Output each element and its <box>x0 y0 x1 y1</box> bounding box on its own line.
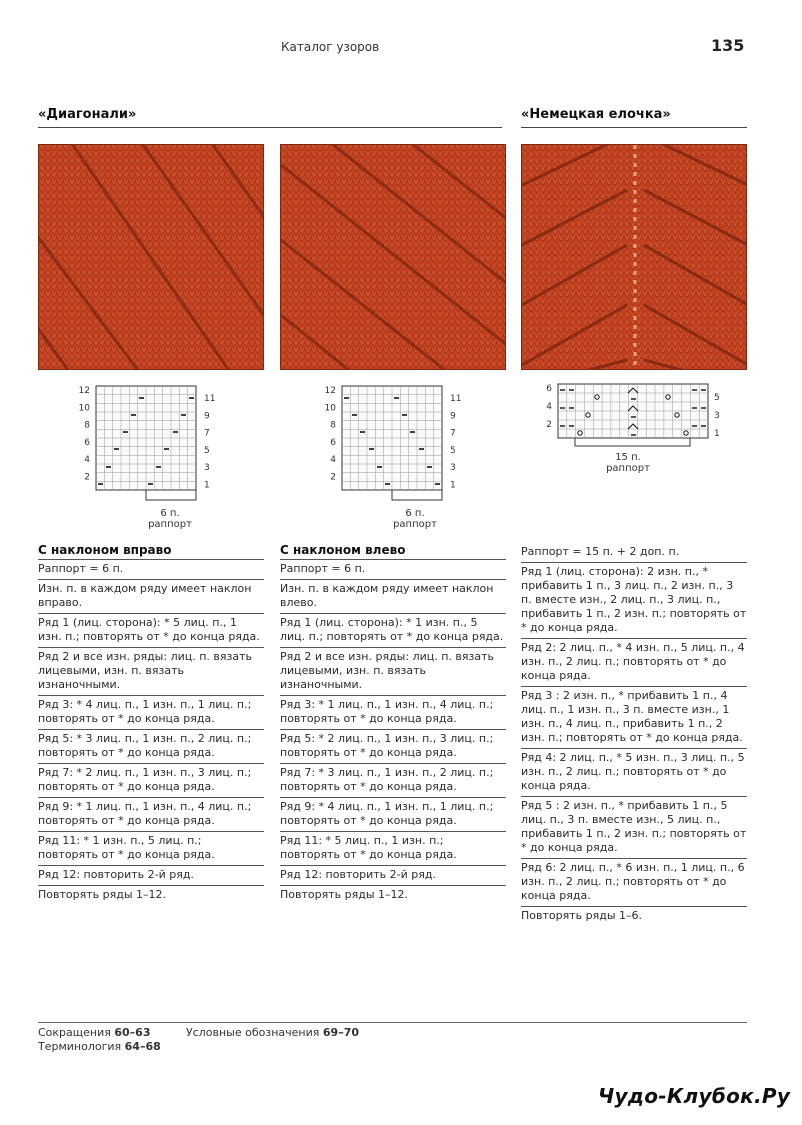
chart2-row-label: 12 <box>324 386 336 396</box>
col2-row: Ряд 7: * 3 лиц. п., 1 изн. п., 2 лиц. п.; повторять от * до конца ряда. <box>280 764 506 798</box>
section-title-herringbone: «Немецкая елочка» <box>521 107 671 122</box>
running-header: Каталог узоров <box>281 40 380 54</box>
chart1-repeat-count: 6 п. <box>160 508 180 519</box>
chart1-repeat-label: раппорт <box>148 519 192 530</box>
instructions-left-slant <box>280 543 506 905</box>
chart3-row-label: 1 <box>714 429 720 439</box>
chart-herringbone <box>538 380 738 450</box>
col3-row: Ряд 5 : 2 изн. п., * прибавить 1 п., 5 лиц. п., 3 п. вместе изн., 5 лиц. п., прибавить 1 п., 2 изн. п.; повторять от * до конца ряда. <box>521 797 747 859</box>
col3-row: Ряд 3 : 2 изн. п., * прибавить 1 п., 4 лиц. п., 1 изн. п., 3 п. вместе изн., 1 изн. п., 4 лиц. п., прибавить 1 п., 2 изн. п.; повторять от * до конца ряда. <box>521 687 747 749</box>
swatch-herringbone <box>521 144 747 370</box>
footer-abbr-pages: 60–63 <box>114 1026 151 1039</box>
col3-row: Раппорт = 15 п. + 2 доп. п. <box>521 543 747 563</box>
chart1-row-label: 2 <box>84 472 90 483</box>
footer-abbr[interactable] <box>38 1026 161 1040</box>
chart3-row-label: 3 <box>714 411 720 421</box>
chart2-row-label: 2 <box>330 472 336 483</box>
chart1-row-label: 5 <box>204 445 210 456</box>
footer-term-pages: 64–68 <box>124 1040 161 1053</box>
col2-row: Раппорт = 6 п. <box>280 559 506 580</box>
footer-abbr-label: Сокращения <box>38 1026 111 1039</box>
footer-sym-pages: 69–70 <box>322 1026 360 1039</box>
footer-refs-left <box>38 1026 161 1054</box>
chart2-row-label: 6 <box>330 437 336 448</box>
col2-row: Ряд 12: повторить 2-й ряд. <box>280 866 506 886</box>
chart1-row-label: 4 <box>84 455 90 466</box>
col1-row: Ряд 3: * 4 лиц. п., 1 изн. п., 1 лиц. п.; повторять от * до конца ряда. <box>38 696 264 730</box>
footer-rule <box>38 1022 747 1023</box>
col2-row: Ряд 3: * 1 лиц. п., 1 изн. п., 4 лиц. п.; повторять от * до конца ряда. <box>280 696 506 730</box>
watermark: Чудо-Клубок.Ру <box>598 1084 791 1108</box>
footer-term[interactable] <box>38 1040 161 1054</box>
chart1-row-label: 1 <box>204 480 210 491</box>
chart3-repeat-label: раппорт <box>606 463 650 474</box>
col2-row: Изн. п. в каждом ряду имеет наклон влево. <box>280 580 506 614</box>
col1-row: Изн. п. в каждом ряду имеет наклон вправо. <box>38 580 264 614</box>
col2-subtitle: С наклоном влево <box>280 543 406 557</box>
chart1-row-label: 8 <box>84 420 90 431</box>
chart1-row-label: 12 <box>78 386 90 396</box>
chart3-row-label: 6 <box>546 384 552 394</box>
col3-row: Ряд 6: 2 лиц. п., * 6 изн. п., 1 лиц. п., 6 изн. п., 2 лиц. п.; повторять от * до конца ряда. <box>521 859 747 907</box>
chart2-row-label: 8 <box>330 420 336 431</box>
chart2-row-label: 3 <box>450 463 456 474</box>
chart3-repeat-count: 15 п. <box>615 452 641 463</box>
col3-row: Ряд 2: 2 лиц. п., * 4 изн. п., 5 лиц. п., 4 изн. п., 2 лиц. п.; повторять от * до конца ряда. <box>521 639 747 687</box>
chart1-repeat <box>140 508 200 530</box>
chart2-row-label: 10 <box>324 403 336 414</box>
chart3-repeat <box>598 452 658 474</box>
chart1-row-label: 9 <box>204 411 210 422</box>
chart2-repeat-label: раппорт <box>393 519 437 530</box>
swatch-left-slant <box>280 144 506 370</box>
col2-row: Ряд 5: * 2 лиц. п., 1 изн. п., 3 лиц. п.; повторять от * до конца ряда. <box>280 730 506 764</box>
col2-row: Повторять ряды 1–12. <box>280 888 408 901</box>
col1-row: Повторять ряды 1–12. <box>38 888 166 901</box>
footer-symbols[interactable] <box>186 1026 359 1040</box>
col1-row: Ряд 5: * 3 лиц. п., 1 изн. п., 2 лиц. п.; повторять от * до конца ряда. <box>38 730 264 764</box>
col1-row: Раппорт = 6 п. <box>38 559 264 580</box>
section-title-diagonals: «Диагонали» <box>38 107 137 122</box>
chart3-row-label: 5 <box>714 393 720 403</box>
chart2-row-label: 9 <box>450 411 456 422</box>
col2-row: Ряд 11: * 5 лиц. п., 1 изн. п.; повторять от * до конца ряда. <box>280 832 506 866</box>
chart2-row-label: 1 <box>450 480 456 491</box>
chart3-row-label: 2 <box>546 420 552 430</box>
chart1-row-label: 7 <box>204 428 210 439</box>
chart3-row-label: 4 <box>546 402 552 412</box>
chart1-row-label: 6 <box>84 437 90 448</box>
col3-row: Ряд 1 (лиц. сторона): 2 изн. п., * прибавить 1 п., 3 лиц. п., 2 изн. п., 3 п. вместе изн., 2 лиц. п., 3 лиц. п., прибавить 1 п., 2 изн. п.; повторять от * до конца ряда. <box>521 563 747 639</box>
section-rule-right <box>521 127 747 128</box>
instructions-right-slant <box>38 543 264 905</box>
col3-row: Повторять ряды 1–6. <box>521 909 642 922</box>
instructions-herringbone <box>521 543 747 926</box>
swatch-right-slant <box>38 144 264 370</box>
col1-row: Ряд 7: * 2 лиц. п., 1 изн. п., 3 лиц. п.; повторять от * до конца ряда. <box>38 764 264 798</box>
chart2-row-label: 7 <box>450 428 456 439</box>
chart2-repeat-count: 6 п. <box>405 508 425 519</box>
col1-row: Ряд 12: повторить 2-й ряд. <box>38 866 264 886</box>
chart2-repeat <box>385 508 445 530</box>
col3-row: Ряд 4: 2 лиц. п., * 5 изн. п., 3 лиц. п., 5 изн. п., 2 лиц. п.; повторять от * до конца ряда. <box>521 749 747 797</box>
chart1-row-label: 10 <box>78 403 90 414</box>
col1-row: Ряд 11: * 1 изн. п., 5 лиц. п.; повторять от * до конца ряда. <box>38 832 264 866</box>
col2-row: Ряд 9: * 4 лиц. п., 1 изн. п., 1 лиц. п.; повторять от * до конца ряда. <box>280 798 506 832</box>
col1-row: Ряд 1 (лиц. сторона): * 5 лиц. п., 1 изн. п.; повторять от * до конца ряда. <box>38 614 264 648</box>
col1-row: Ряд 2 и все изн. ряды: лиц. п. вязать лицевыми, изн. п. вязать изнаночными. <box>38 648 264 696</box>
col1-row: Ряд 9: * 1 лиц. п., 1 изн. п., 4 лиц. п.; повторять от * до конца ряда. <box>38 798 264 832</box>
footer-term-label: Терминология <box>38 1040 122 1053</box>
chart2-row-label: 4 <box>330 455 336 466</box>
col2-row: Ряд 2 и все изн. ряды: лиц. п. вязать лицевыми, изн. п. вязать изнаночными. <box>280 648 506 696</box>
chart1-row-label: 3 <box>204 463 210 474</box>
chart2-row-label: 11 <box>450 394 462 404</box>
section-rule-left <box>38 127 502 128</box>
footer-sym-label: Условные обозначения <box>186 1026 320 1039</box>
chart2-row-label: 5 <box>450 445 456 456</box>
page-number: 135 <box>711 36 745 55</box>
col1-subtitle: С наклоном вправо <box>38 543 172 557</box>
chart1-row-label: 11 <box>204 394 216 404</box>
col2-row: Ряд 1 (лиц. сторона): * 1 изн. п., 5 лиц. п.; повторять от * до конца ряда. <box>280 614 506 648</box>
